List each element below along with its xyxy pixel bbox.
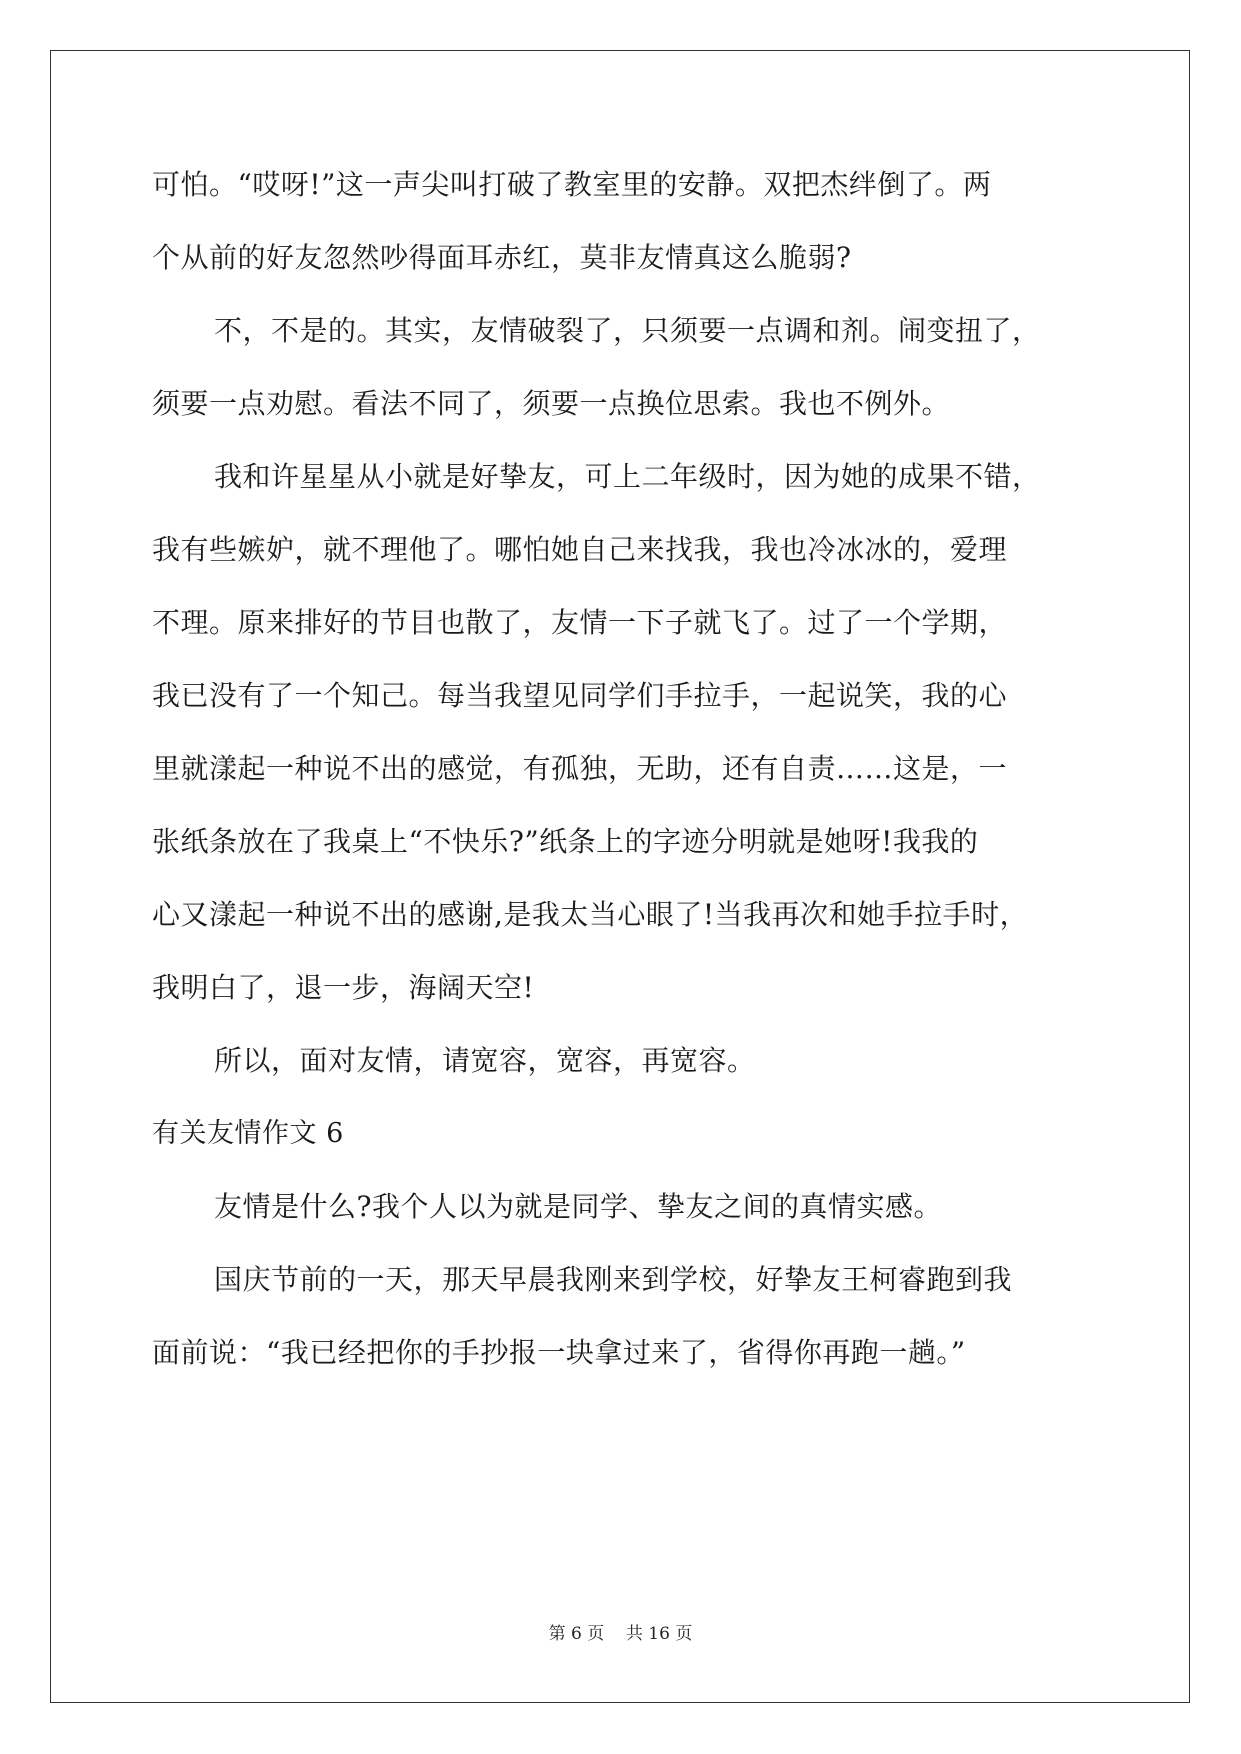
text-line: 不理。原来排好的节目也散了，友情一下子就飞了。过了一个学期， [152, 606, 1008, 639]
page-number: 第 6 页 [548, 1624, 605, 1644]
page-border [50, 50, 1190, 1703]
paragraph-start: 友情是什么?我个人以为就是同学、挚友之间的真情实感。 [214, 1190, 943, 1223]
paragraph-start: 国庆节前的一天，那天早晨我刚来到学校，好挚友王柯睿跑到我 [214, 1263, 1013, 1296]
paragraph-start: 我和许星星从小就是好挚友，可上二年级时，因为她的成果不错， [214, 460, 1041, 493]
text-line: 心又漾起一种说不出的感谢,是我太当心眼了!当我再次和她手拉手时， [152, 898, 1029, 931]
paragraph-start: 不，不是的。其实，友情破裂了，只须要一点调和剂。闹变扭了， [214, 314, 1041, 347]
page-total: 共 16 页 [625, 1624, 693, 1644]
text-line: 须要一点劝慰。看法不同了，须要一点换位思索。我也不例外。 [152, 387, 951, 420]
text-line: 个从前的好友忽然吵得面耳赤红，莫非友情真这么脆弱? [152, 241, 852, 274]
text-line: 我明白了，退一步，海阔天空! [152, 971, 535, 1004]
page-footer [0, 1622, 1241, 1646]
text-line: 可怕。“哎呀!”这一声尖叫打破了教室里的安静。双把杰绊倒了。两 [152, 168, 992, 201]
text-line: 张纸条放在了我桌上“不快乐?”纸条上的字迹分明就是她呀!我我的 [152, 825, 979, 858]
section-heading: 有关友情作文 6 [152, 1118, 344, 1149]
text-line: 里就漾起一种说不出的感觉，有孤独，无助，还有自责……这是，一 [152, 752, 1008, 785]
text-line: 我已没有了一个知己。每当我望见同学们手拉手，一起说笑，我的心 [152, 679, 1008, 712]
paragraph-start: 所以，面对友情，请宽容，宽容，再宽容。 [214, 1044, 756, 1077]
text-line: 面前说：“我已经把你的手抄报一块拿过来了，省得你再跑一趟。” [152, 1336, 966, 1369]
text-line: 我有些嫉妒，就不理他了。哪怕她自己来找我，我也冷冰冰的，爱理 [152, 533, 1008, 566]
